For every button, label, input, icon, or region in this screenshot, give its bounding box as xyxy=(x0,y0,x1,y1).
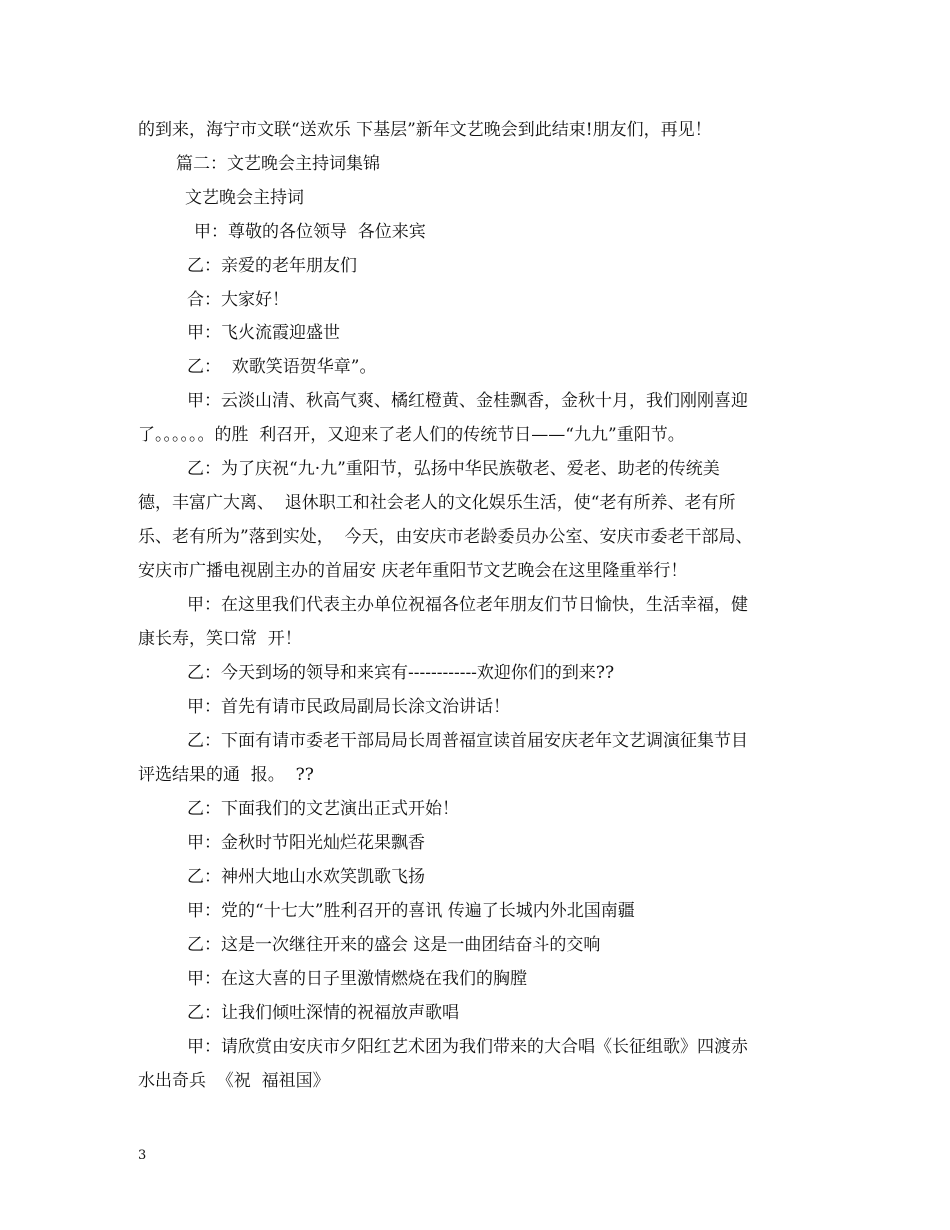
text-line: 乙：亲爱的老年朋友们 xyxy=(187,256,357,276)
text-line: 甲：首先有请市民政局副局长涂文治讲话！ xyxy=(187,697,510,717)
text-line: 合：大家好！ xyxy=(187,290,289,310)
document-subtitle: 文艺晚会主持词 xyxy=(185,188,304,208)
text-line: 乙：下面有请市委老干部局局长周普福宣读首届安庆老年文艺调演征集节目 xyxy=(187,731,748,751)
page-number: 3 xyxy=(138,1148,147,1163)
text-line: 了。。。。。。的胜 利召开，又迎来了老人们的传统节日——“九九”重阳节。 xyxy=(138,425,685,445)
text-line: 甲：云淡山清、秋高气爽、橘红橙黄、金桂飘香，金秋十月，我们刚刚喜迎 xyxy=(187,391,748,411)
text-line: 乙：让我们倾吐深情的祝福放声歌唱 xyxy=(187,1003,459,1023)
text-line: 乙：为了庆祝“九·九”重阳节，弘扬中华民族敬老、爱老、助老的传统美 xyxy=(187,459,720,479)
text-line: 乙：今天到场的领导和来宾有------------欢迎你们的到来?? xyxy=(187,663,615,683)
text-line: 乐、老有所为”落到实处， 今天，由安庆市老龄委员办公室、安庆市委老干部局、 xyxy=(138,527,753,547)
text-line: 甲：尊敬的各位领导 各位来宾 xyxy=(194,222,426,242)
text-line: 乙：这是一次继往开来的盛会 这是一曲团结奋斗的交响 xyxy=(187,935,601,955)
text-line: 德，丰富广大离、 退休职工和社会老人的文化娱乐生活，使“老有所养、老有所 xyxy=(138,493,736,513)
text-line: 乙：神州大地山水欢笑凯歌飞扬 xyxy=(187,867,425,887)
text-line: 甲：请欣赏由安庆市夕阳红艺术团为我们带来的大合唱《长征组歌》四渡赤 xyxy=(187,1037,748,1057)
text-line: 安庆市广播电视剧主办的首届安 庆老年重阳节文艺晚会在这里隆重举行！ xyxy=(138,561,688,581)
text-line: 的到来，海宁市文联“送欢乐 下基层”新年文艺晚会到此结束!朋友们，再见！ xyxy=(138,120,712,140)
text-line: 甲：飞火流霞迎盛世 xyxy=(187,323,340,343)
text-line: 乙：下面我们的文艺演出正式开始！ xyxy=(187,799,459,819)
text-line: 评选结果的通 报。 ?? xyxy=(138,765,314,785)
text-line: 乙： 欢歌笑语贺华章”。 xyxy=(187,357,377,377)
text-line: 甲：党的“十七大”胜利召开的喜讯 传遍了长城内外北国南疆 xyxy=(187,901,635,921)
text-line: 甲：金秋时节阳光灿烂花果飘香 xyxy=(187,833,425,853)
text-line: 甲：在这大喜的日子里激情燃烧在我们的胸膛 xyxy=(187,969,527,989)
text-line: 甲：在这里我们代表主办单位祝福各位老年朋友们节日愉快，生活幸福，健 xyxy=(187,595,748,615)
text-line: 康长寿，笑口常 开！ xyxy=(138,629,302,649)
text-line: 水出奇兵 《祝 福祖国》 xyxy=(138,1071,330,1091)
section-heading: 篇二：文艺晚会主持词集锦 xyxy=(176,154,380,174)
